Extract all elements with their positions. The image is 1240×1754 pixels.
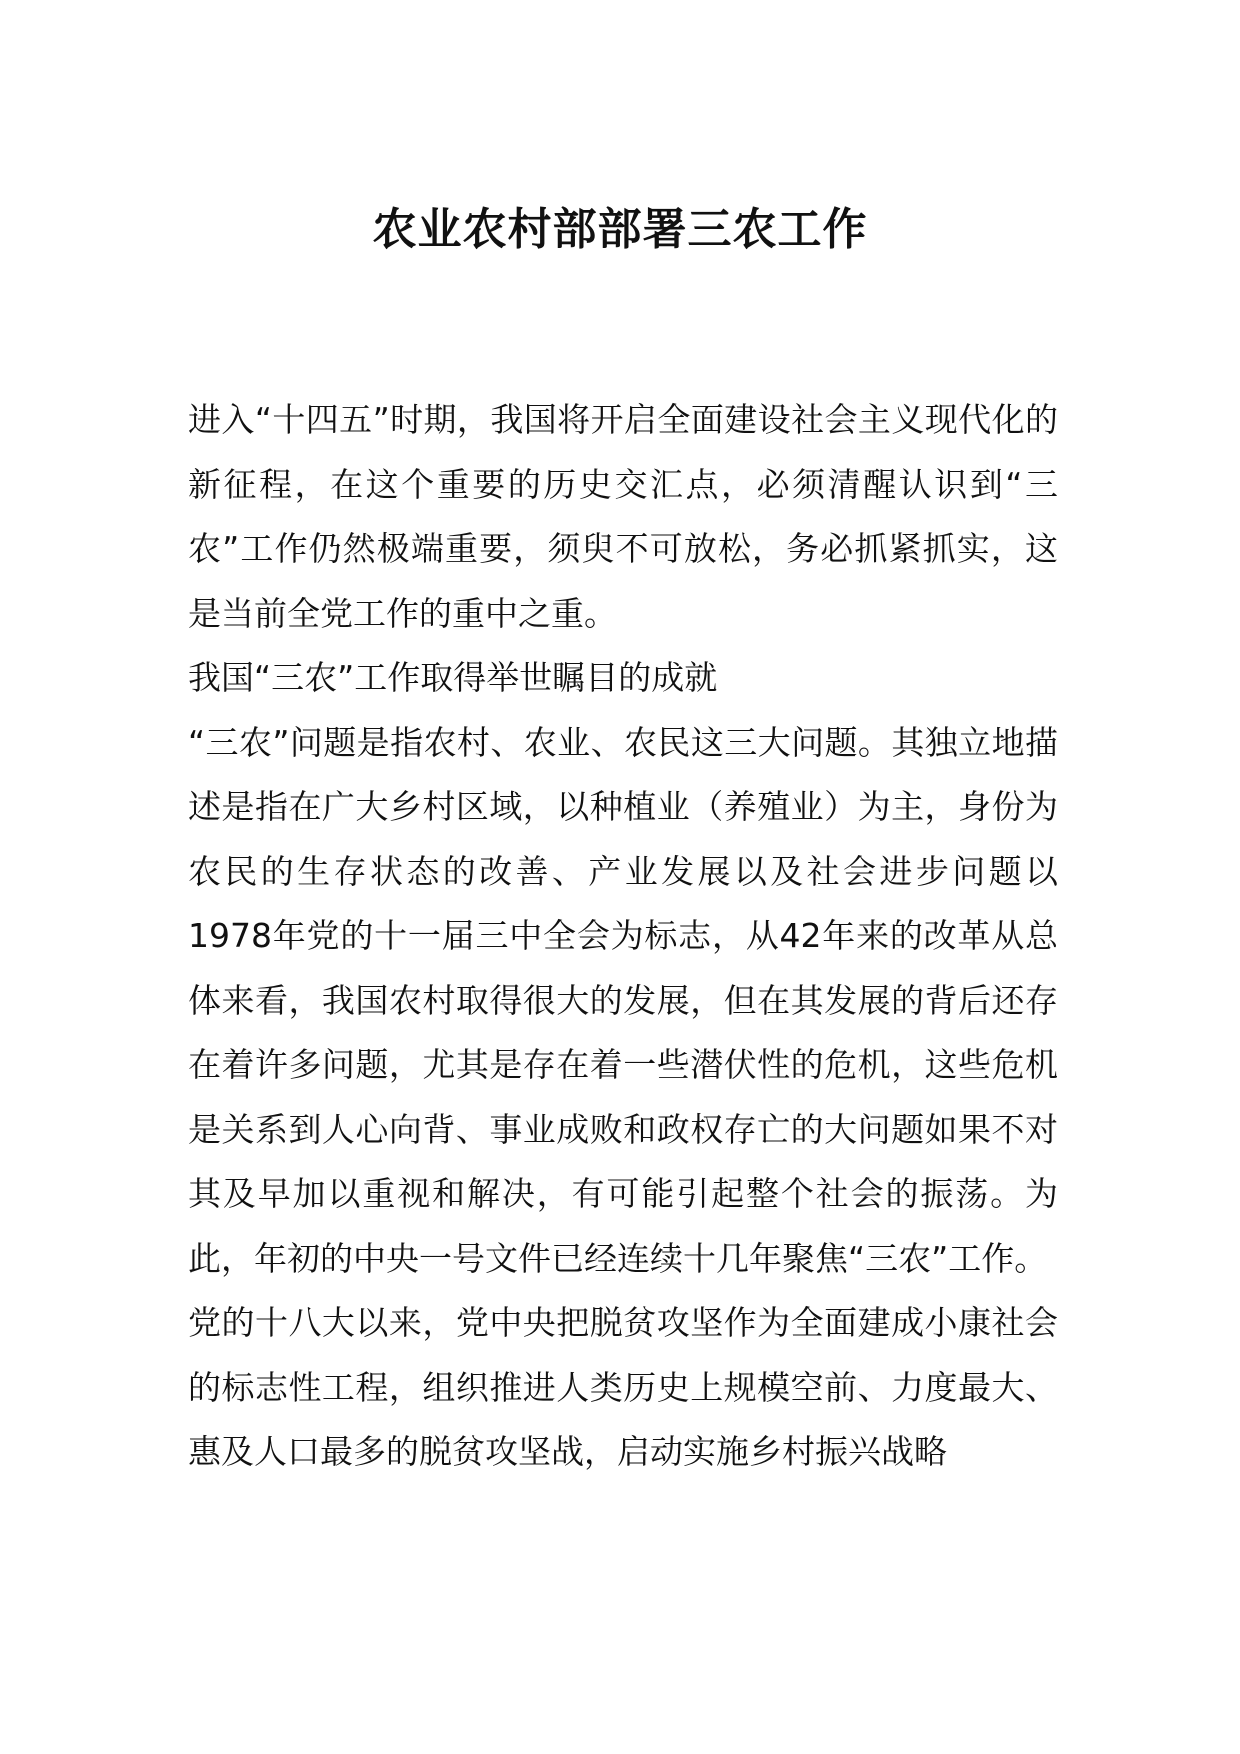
paragraph-three-rural-issues: “三农”问题是指农村、农业、农民这三大问题。其独立地描述是指在广大乡村区域，以种植业（养殖业）为主，身份为农民的生存状态的改善、产业发展以及社会进步问题以1978年党的十一届三中全会为标志，从42年来的改革从总体来看，我国农村取得很大的发展，但在其发展的背后还存在着许多问题，尤其是存在着一些潜伏性的危机，这些危机是关系到人心向背、事业成败和政权存亡的大问题如果不对其及早加以重视和解决，有可能引起整个社会的振荡。为此，年初的中央一号文件已经连续十几年聚焦“三农”工作。 bbox=[188, 722, 1058, 1278]
document-title: 农业农村部部署三农工作 bbox=[372, 204, 868, 255]
paragraph-intro: 进入“十四五”时期，我国将开启全面建设社会主义现代化的新征程，在这个重要的历史交汇点，必须清醒认识到“三农”工作仍然极端重要，须臾不可放松，务必抓紧抓实，这是当前全党工作的重中之重。 bbox=[188, 400, 1058, 633]
document-body bbox=[188, 388, 1058, 1485]
paragraph-poverty-alleviation: 党的十八大以来，党中央把脱贫攻坚作为全面建成小康社会的标志性工程，组织推进人类历史上规模空前、力度最大、惠及人口最多的脱贫攻坚战，启动实施乡村振兴战略 bbox=[188, 1303, 1058, 1471]
section-heading-achievements: 我国“三农”工作取得举世瞩目的成就 bbox=[188, 658, 718, 697]
